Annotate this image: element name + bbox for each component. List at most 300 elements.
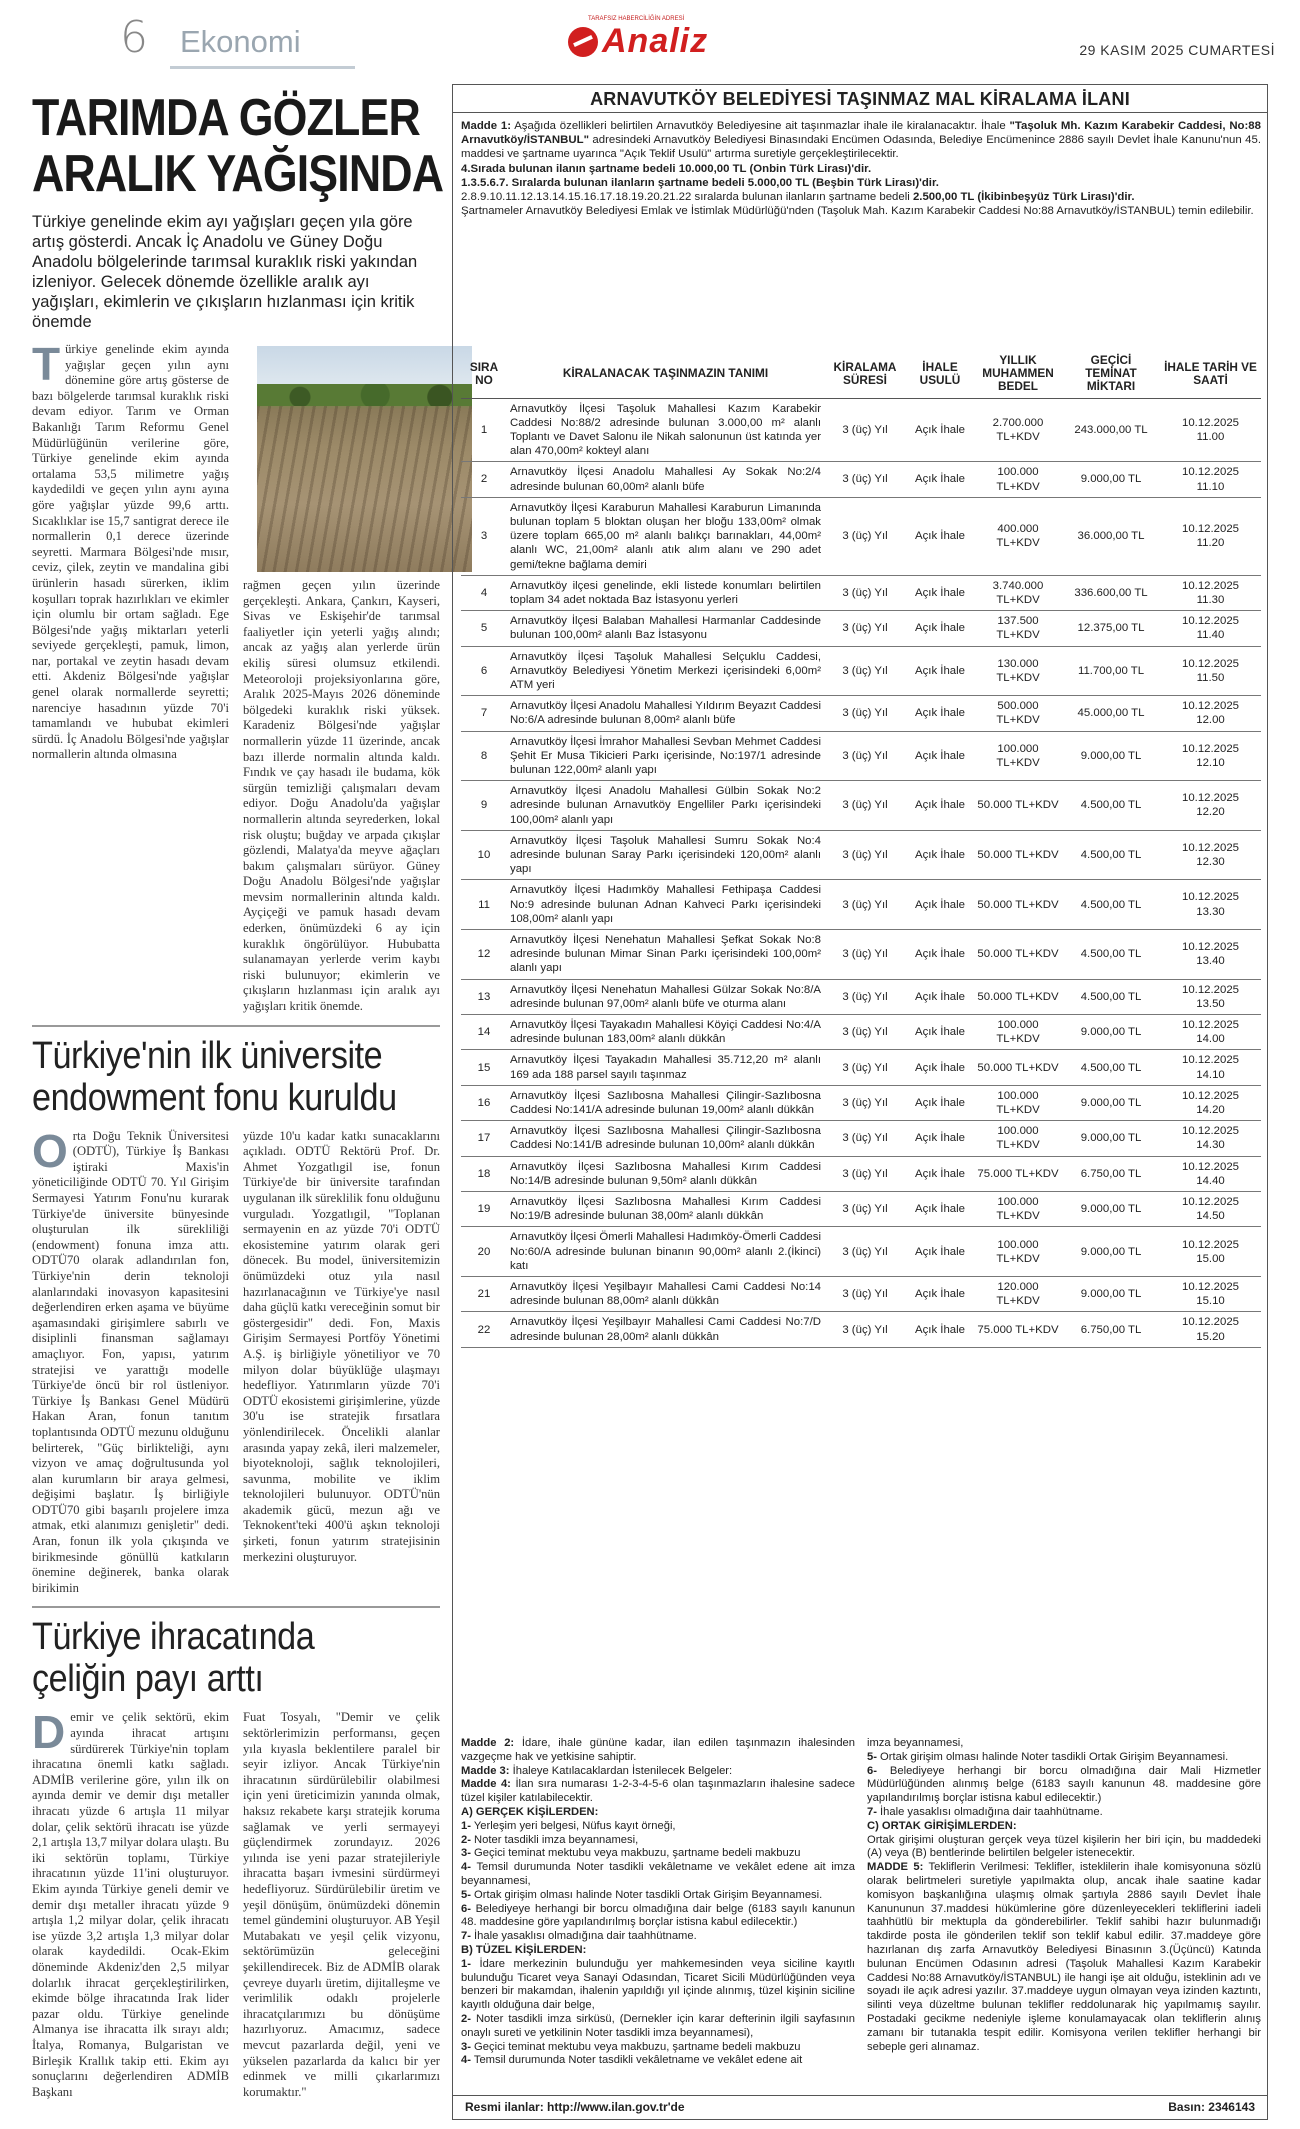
row-description: Arnavutköy İlçesi Yeşilbayır Mahallesi Cami Caddesi No:7/D adresinde bulunan 28,00m² alanlı dükkân xyxy=(507,1312,824,1347)
row-method: Açık İhale xyxy=(906,611,974,646)
row-method: Açık İhale xyxy=(906,1277,974,1312)
row-method: Açık İhale xyxy=(906,575,974,610)
row-date: 10.12.2025 xyxy=(1181,983,1239,996)
footer-text: İhaleye Katılacaklardan İstenilecek Belgeler: xyxy=(509,1764,733,1777)
footer-text: Ortak girişim olması halinde Noter tasdikli Ortak Girişim Beyannamesi. xyxy=(876,1750,1229,1763)
footer-paragraph xyxy=(461,1806,855,1820)
article-divider xyxy=(32,1025,440,1027)
row-deposit: 6.750,00 TL xyxy=(1062,1312,1160,1347)
footer-text: İdare merkezinin bulunduğu yer mahkemesinden veya siciline kayıtlı bulunduğu Ticaret veya Sanayi Odasından, Ticaret Sicili Müdürlüğünden veya benzeri bir makamdan, ihalenin yapıldığı yıl içinde alınmış, tüzel kişinin siciline kayıtlı olduğuna dair belge, xyxy=(461,1957,855,2012)
row-method: Açık İhale xyxy=(906,696,974,731)
row-datetime xyxy=(1160,1015,1261,1050)
article3-col1-text: emir ve çelik sektörü, ekim ayında ihracat artışını sürdürerek Türkiye'nin toplam ihracatına önemli katkı sağladı. ADMİB verilerine göre, yılın ilk on ayında demir ve demir dışı metaller ihracatı yüzde 6 artışla 11 milyar dolar, çelik sektörü ihracatı ise yüzde 2,1 artışla 13,7 milyar dolara ulaştı. Bu iki sektörün toplamı, Türkiye ihracatının yüzde 11'ini oluşturuyor. Ekim ayında Türkiye geneli demir ve demir dışı metaller ihracatı yüzde 9 artışla 1,2 milyar dolar, çelik ihracatı ise yüzde 3,2 artışla 1,3 milyar dolar olarak kaydedildi. Ocak-Ekim döneminde Akdeniz'den 2,5 milyar dolarlık ihracat gerçekleştirilirken, ekimde bölge ihracatında Irak lider pazar oldu. Türkiye genelinde Almanya ise ihracatta ilk sırayı aldı; İtalya, Romanya, Bulgaristan ve Birleşik Krallık takip etti. Ekim ayı sonuçlarını değerlendiren ADMİB Başkanı xyxy=(32,1710,229,2099)
article3-dropcap: D xyxy=(32,1706,66,1759)
row-deposit: 4.500,00 TL xyxy=(1062,1050,1160,1085)
row-date: 10.12.2025 xyxy=(1181,792,1239,805)
row-duration: 3 (üç) Yıl xyxy=(824,1312,906,1347)
row-price: 100.000 TL+KDV xyxy=(974,462,1062,497)
footer-paragraph xyxy=(867,1737,1261,1751)
row-price: 120.000 TL+KDV xyxy=(974,1277,1062,1312)
table-row xyxy=(461,781,1261,831)
table-row xyxy=(461,731,1261,781)
row-datetime xyxy=(1160,696,1261,731)
row-time: 11.50 xyxy=(1196,671,1225,684)
row-description: Arnavutköy İlçesi Nenehatun Mahallesi Şefkat Sokak No:8 adresinde bulunan Mimar Sinan Parkı içerisindeki 100,00m² alanlı yapı xyxy=(507,930,824,980)
row-duration: 3 (üç) Yıl xyxy=(824,611,906,646)
row-price: 50.000 TL+KDV xyxy=(974,781,1062,831)
row-deposit: 9.000,00 TL xyxy=(1062,1192,1160,1227)
row-no: 8 xyxy=(461,731,507,781)
row-no: 5 xyxy=(461,611,507,646)
ad-bottom-bar xyxy=(453,2095,1267,2119)
row-method: Açık İhale xyxy=(906,731,974,781)
col-tarih: İHALE TARİH VE SAATİ xyxy=(1160,350,1261,398)
row-price: 2.700.000 TL+KDV xyxy=(974,398,1062,462)
row-no: 13 xyxy=(461,979,507,1014)
table-row xyxy=(461,462,1261,497)
row-datetime xyxy=(1160,830,1261,880)
row-duration: 3 (üç) Yıl xyxy=(824,731,906,781)
table-row xyxy=(461,1156,1261,1191)
row-description: Arnavutköy İlçesi Karaburun Mahallesi Karaburun Limanında bulunan toplam 5 bloktan oluşan her bloğu 133,00m² olmak üzere toplam 665,00 m² alanlı balıkçı barınakları, 44,00m² alanlı WC, 21,00m² alanlı atık alım alanı ve 290 adet gemi/tekne bağlama demiri xyxy=(507,497,824,575)
row-time: 12.30 xyxy=(1196,856,1225,869)
row-price: 50.000 TL+KDV xyxy=(974,1050,1062,1085)
footer-label: 2- xyxy=(461,2012,471,2025)
row-no: 21 xyxy=(461,1277,507,1312)
fee-line-4: 4.Sırada bulunan ilanın şartname bedeli 10.000,00 TL (Onbin Türk Lirası)'dir. xyxy=(461,162,872,175)
row-time: 12.10 xyxy=(1196,756,1225,769)
row-datetime xyxy=(1160,781,1261,831)
row-no: 16 xyxy=(461,1085,507,1120)
row-no: 20 xyxy=(461,1227,507,1277)
row-datetime xyxy=(1160,1085,1261,1120)
row-deposit: 4.500,00 TL xyxy=(1062,781,1160,831)
left-column xyxy=(32,89,444,2100)
row-duration: 3 (üç) Yıl xyxy=(824,930,906,980)
table-row xyxy=(461,930,1261,980)
footer-paragraph xyxy=(867,1861,1261,2054)
footer-paragraph xyxy=(461,1765,855,1779)
footer-label: 7- xyxy=(867,1805,877,1818)
row-duration: 3 (üç) Yıl xyxy=(824,1156,906,1191)
row-date: 10.12.2025 xyxy=(1181,742,1239,755)
row-description: Arnavutköy İlçesi Balaban Mahallesi Harmanlar Caddesinde bulunan 100,00m² alanlı Baz İstasyonu xyxy=(507,611,824,646)
table-row xyxy=(461,497,1261,575)
article2-title-line1: Türkiye'nin ilk üniversite xyxy=(32,1034,383,1077)
row-date: 10.12.2025 xyxy=(1181,523,1239,536)
footer-paragraph xyxy=(461,1861,855,1889)
madde1-address: "Taşoluk Mh. Kazım Karabekir Caddesi, No:88 Arnavutköy/İSTANBUL" xyxy=(461,120,1261,147)
row-no: 11 xyxy=(461,880,507,930)
row-datetime xyxy=(1160,731,1261,781)
row-duration: 3 (üç) Yıl xyxy=(824,1277,906,1312)
table-row xyxy=(461,1192,1261,1227)
article2-col2-text: yüzde 10'u kadar katkı sunacaklarını açıkladı. ODTÜ Rektörü Prof. Dr. Ahmet Yozgatlıgil ise, fonun Türkiye'de bir üniversite tarafından uygulanan ilk süreklilik fonu olduğunu vurguladı. Yozgatlıgil, "Toplanan sermayenin en az yüzde 70'i ODTÜ ekosistemine yatırım olarak geri dönecek. Bu model, üniversitemizin önümüzdeki otuz yıla nasıl hazırlanacağının ve Türkiye'ye nasıl daha güçlü katkı vereceğinin somut bir göstergesidir" dedi. Fon, Maxis Girişim Sermayesi Portföy Yönetimi A.Ş. iş birliğiyle yönetiliyor ve 70 milyon dolar büyüklüğe ulaşmayı hedefliyor. Yatırımların yüzde 70'i ODTÜ ekosistemi girişimlerine, yüzde 30'u ise stratejik fırsatlara yönlendirilecek. Öncelikli alanlar arasında yapay zekâ, ileri malzemeler, biyoteknoloji, sağlık teknolojileri, savunma, mobilite ve iklim teknolojileri bulunuyor. ODTÜ'nün akademik gücü, mezun ağı ve Teknokent'teki 400'ü aşkın teknoloji şirketi, fonun yatırım stratejisinin merkezini oluşturuyor. xyxy=(243,1128,440,1564)
article3-body xyxy=(32,1706,440,2100)
table-row xyxy=(461,1277,1261,1312)
row-deposit: 4.500,00 TL xyxy=(1062,930,1160,980)
row-deposit: 9.000,00 TL xyxy=(1062,1277,1160,1312)
row-method: Açık İhale xyxy=(906,930,974,980)
row-no: 14 xyxy=(461,1015,507,1050)
row-datetime xyxy=(1160,1121,1261,1156)
row-duration: 3 (üç) Yıl xyxy=(824,1227,906,1277)
footer-paragraph xyxy=(461,1847,855,1861)
sartname-line: Şartnameler Arnavutköy Belediyesi Emlak ve İstimlak Müdürlüğü'nden (Taşoluk Mah. Kazım Karabekir Caddesi No:88 Arnavutköy/İSTANBUL) temin edilebilir. xyxy=(461,205,1254,218)
page-header xyxy=(30,14,1275,66)
row-time: 11.00 xyxy=(1196,430,1225,443)
article1-col2-text: rağmen geçen yılın üzerinde gerçekleşti. Ankara, Çankırı, Kayseri, Sivas ve Eskişehir'de tarımsal faaliyetler için yeterli yağış alındı; ancak az yağış alan yerlerde ürün ekiliş süresi olumsuz etkilendi. Meteoroloji projeksiyonlarına göre, Aralık 2025-Mayıs 2026 döneminde bölgedeki kuraklık riski yüksek. Karadeniz Bölgesi'nde yağışlar normallerin yüzde 11 üzerinde, ancak bazı illerde normalin altında kaldı. Fındık ve çay hasadı ile budama, kök sürgün temizliği çalışmaları devam ediyor. Doğu Anadolu'da yağışlar normallerin altında seyrederken, lokal risk oluştu; buğday ve arpada çıkışlar gözlendi, Malatya'da meyve ağaçları bakım çalışmaları sürüyor. Güney Doğu Anadolu Bölgesi'nde yağışlar mevsim normallerinin altında kaldı. Ayçiçeği ve pamuk hasadı devam ederken, önümüzdeki 6 ay için kuraklık öngörülüyor. Hububatta sulanamayan yerlerde verim kaybı riski bulunuyor; ekimlerin ve çıkışların hızlanması için aralık ayı yağışları kritik önemde. xyxy=(243,578,440,1014)
ad-title: ARNAVUTKÖY BELEDİYESİ TAŞINMAZ MAL KİRALAMA İLANI xyxy=(453,85,1267,113)
footer-text: Tekliflerin Verilmesi: Teklifler, isteklilerin ihale komisyonuna sözlü olarak belirtmeleri suretiyle yapılmakta olup, ancak ihale saatine kadar komisyon başkanlığına ulaşmış olmak şartıyla 2886 sayılı Devlet İhale Kanununun 37.maddesi hükümlerine göre düzenleyecekleri tekliflerini iadeli taahhütlü bir mektupla da gönderebilirler. Teklif sahibi hazır bulunmadığı takdirde posta ile gönderilen teklif son teklif kabul edilir. 37.maddeye göre hazırlanan dış zarfa Arnavutköy Belediyesi Binasının 3.(Üçüncü) Katında bulunan Encümen Odasının adresi (Taşoluk Mahallesi Kazım Karabekir Caddesi No:88 Arnavutköy/İSTANBUL) ile hangi işe ait olduğu, isteklinin adı ve soyadı ile açık adresi yazılır. 37.maddeye uygun olmayan veya izinden kaztıntı, silinti veya düzeltme bulunan teklifler reddolunarak hiç yapılmamış sayılır. Postadaki gecikme nedeniyle işleme konulamayacak olan tekliflerin alınış zamanı bir tutanakla tespit edilir. Komisyona verilen teklifler herhangi bir sebeple geri alınamaz. xyxy=(867,1861,1261,2053)
footer-paragraph xyxy=(461,1944,855,1958)
lease-table xyxy=(461,350,1261,1348)
footer-paragraph xyxy=(461,2013,855,2041)
row-duration: 3 (üç) Yıl xyxy=(824,830,906,880)
row-description: Arnavutköy İlçesi Sazlıbosna Mahallesi Çilingir-Sazlıbosna Caddesi No:141/A adresinde bulunan 19,00m² alanlı dükkân xyxy=(507,1085,824,1120)
row-method: Açık İhale xyxy=(906,646,974,696)
row-datetime xyxy=(1160,1156,1261,1191)
footer-label: 4- xyxy=(461,2054,471,2067)
footer-text: İhale yasaklısı olmadığına dair taahhütname. xyxy=(876,1805,1103,1818)
row-duration: 3 (üç) Yıl xyxy=(824,880,906,930)
row-no: 17 xyxy=(461,1121,507,1156)
article2-title-line2: endowment fonu kuruldu xyxy=(32,1076,397,1119)
row-date: 10.12.2025 xyxy=(1181,1054,1239,1067)
article1-body xyxy=(32,338,440,1015)
basin-number: Basın: 2346143 xyxy=(1168,2100,1255,2114)
table-row xyxy=(461,1121,1261,1156)
row-deposit: 9.000,00 TL xyxy=(1062,731,1160,781)
row-description: Arnavutköy İlçesi Anadolu Mahallesi Gülbin Sokak No:2 adresinde bulunan Arnavutköy Engelliler Parkı içerisindeki 100,00m² alanlı yapı xyxy=(507,781,824,831)
row-price: 50.000 TL+KDV xyxy=(974,880,1062,930)
row-method: Açık İhale xyxy=(906,781,974,831)
row-date: 10.12.2025 xyxy=(1181,657,1239,670)
footer-text: İhale yasaklısı olmadığına dair taahhütname. xyxy=(470,1930,697,1943)
row-duration: 3 (üç) Yıl xyxy=(824,781,906,831)
table-row xyxy=(461,1227,1261,1277)
article1-lead: Türkiye genelinde ekim ayı yağışları geçen yıla göre artış gösterdi. Ancak İç Anadolu ve Güney Doğu Anadolu bölgelerinde tarımsal kuraklık riski yakından izleniyor. Gelecek dönemde özellikle aralık ayı yağışları, ekimlerin ve çıkışların hızlanması için kritik önemde xyxy=(32,213,418,331)
row-date: 10.12.2025 xyxy=(1181,1019,1239,1032)
logo-mark-icon xyxy=(568,27,598,57)
article1-col1-text: ürkiye genelinde ekim ayında yağışlar geçen yılın aynı dönemine göre artış gösterse de bazı bölgelerde tarımsal kuraklık riski devam ediyor. Tarım ve Orman Bakanlığı Tarım Reformu Genel Müdürlüğünün verilerine göre, Türkiye genelinde ekim ayında ortalama 53,5 milimetre yağış kaydedildi ve geçen yılın aynı ayına göre yağışlar yüzde 99,6 arttı. Sıcaklıklar ise 15,7 santigrat derece ile normallerin 0,1 derece üzerinde seyretti. Marmara Bölgesi'nde mısır, ceviz, çilek, zeytin ve mandalina gibi ürünlerin hasadı sürerken, iklim koşulları toprak hazırlıkları ve ekimler için olumlu bir ortam sağladı. Ege Bölgesi'nde yağış miktarları yeterli seviyede gerçekleşti, pamuk, limon, nar, portakal ve zeytin hasadı devam etti. Akdeniz Bölgesi'nde yağışlar genel olarak normallerde seyretti; narenciye hasadının yüzde 70'i tamamlandı ve hububat ekimleri sürdü. İç Anadolu Bölgesi'nde yağışlar normallerin altında olmasına xyxy=(32,342,229,762)
table-row xyxy=(461,696,1261,731)
footer-paragraph xyxy=(461,1889,855,1903)
footer-text: İlan sıra numarası 1-2-3-4-5-6 olan taşınmazların ihalesine sadece tüzel kişiler katılabilecektir. xyxy=(461,1778,855,1805)
article-divider xyxy=(32,1606,440,1608)
row-method: Açık İhale xyxy=(906,1015,974,1050)
footer-col-left xyxy=(461,1737,855,2068)
row-price: 100.000 TL+KDV xyxy=(974,1015,1062,1050)
footer-text: Noter tasdikli imza beyannamesi, xyxy=(470,1833,639,1846)
table-row xyxy=(461,979,1261,1014)
row-time: 15.20 xyxy=(1196,1330,1225,1343)
row-deposit: 9.000,00 TL xyxy=(1062,1227,1160,1277)
row-no: 12 xyxy=(461,930,507,980)
footer-paragraph xyxy=(461,1958,855,2013)
footer-text: İdare, ihale gününe kadar, ilan edilen taşınmazın ihalesinden vazgeçme hak ve yetkisine sahiptir. xyxy=(461,1737,855,1763)
ilan-url: Resmi ilanlar: http://www.ilan.gov.tr'de xyxy=(465,2100,685,2114)
official-ad xyxy=(452,84,1268,2120)
article2-col2 xyxy=(243,1129,440,1597)
row-time: 13.40 xyxy=(1196,955,1225,968)
footer-text: Belediyeye herhangi bir borcu olmadığına dair belge (6183 sayılı kanunun 48. maddesine göre yapılandırılmış borçlar istisna kabul edilecektir.) xyxy=(461,1902,855,1929)
article1-col2 xyxy=(243,342,440,1015)
madde1-text: Aşağıda özellikleri belirtilen Arnavutköy Belediyesine ait taşınmazlar ihale ile kiralanacaktır. İhale xyxy=(514,120,1006,132)
article3-col2 xyxy=(243,1710,440,2100)
row-datetime xyxy=(1160,930,1261,980)
footer-paragraph xyxy=(867,1834,1261,1862)
article3-title-line1: Türkiye ihracatında xyxy=(32,1616,315,1659)
row-price: 100.000 TL+KDV xyxy=(974,1085,1062,1120)
row-time: 14.40 xyxy=(1196,1174,1225,1187)
row-no: 22 xyxy=(461,1312,507,1347)
col-sira-no: SIRA NO xyxy=(461,350,507,398)
footer-label: 3- xyxy=(461,2040,471,2053)
footer-paragraph xyxy=(461,1834,855,1848)
row-datetime xyxy=(1160,1192,1261,1227)
row-deposit: 9.000,00 TL xyxy=(1062,462,1160,497)
footer-text: Ortak girişim olması halinde Noter tasdikli Ortak Girişim Beyannamesi. xyxy=(470,1888,823,1901)
footer-text: Geçici teminat mektubu veya makbuzu, şartname bedeli makbuzu xyxy=(470,2040,801,2053)
row-duration: 3 (üç) Yıl xyxy=(824,1121,906,1156)
row-date: 10.12.2025 xyxy=(1181,1196,1239,1209)
footer-label: 5- xyxy=(461,1888,471,1901)
row-datetime xyxy=(1160,1312,1261,1347)
tree-line xyxy=(257,384,472,406)
article1-title-line1: TARIMDA GÖZLER xyxy=(32,89,420,147)
row-time: 13.50 xyxy=(1196,997,1225,1010)
col-bedel: YILLIK MUHAMMEN BEDEL xyxy=(974,350,1062,398)
row-duration: 3 (üç) Yıl xyxy=(824,497,906,575)
row-price: 75.000 TL+KDV xyxy=(974,1312,1062,1347)
row-deposit: 6.750,00 TL xyxy=(1062,1156,1160,1191)
footer-label: MADDE 5: xyxy=(867,1861,924,1874)
row-duration: 3 (üç) Yıl xyxy=(824,646,906,696)
footer-paragraph xyxy=(461,1778,855,1806)
footer-text: Belediyeye herhangi bir borcu olmadığına dair Mali Hizmetler Müdürlüğünden alınmış belge (6183 sayılı kanunun 48. maddesine göre yapılandırılmış borçlar istisna kabul edilecektir.) xyxy=(867,1764,1261,1805)
row-description: Arnavutköy İlçesi Anadolu Mahallesi Yıldırım Beyazıt Caddesi No:6/A adresinde bulunan 8,00m² alanlı büfe xyxy=(507,696,824,731)
row-time: 15.00 xyxy=(1196,1252,1225,1265)
col-tanim: KİRALANACAK TAŞINMAZIN TANIMI xyxy=(507,350,824,398)
row-time: 12.00 xyxy=(1196,714,1225,727)
row-date: 10.12.2025 xyxy=(1181,579,1239,592)
row-duration: 3 (üç) Yıl xyxy=(824,1015,906,1050)
row-date: 10.12.2025 xyxy=(1181,841,1239,854)
row-duration: 3 (üç) Yıl xyxy=(824,979,906,1014)
row-method: Açık İhale xyxy=(906,1192,974,1227)
row-time: 11.40 xyxy=(1196,629,1225,642)
row-price: 137.500 TL+KDV xyxy=(974,611,1062,646)
row-method: Açık İhale xyxy=(906,497,974,575)
footer-label: 3- xyxy=(461,1847,471,1860)
row-no: 3 xyxy=(461,497,507,575)
footer-paragraph xyxy=(867,1820,1261,1834)
footer-label: A) GERÇEK KİŞİLERDEN: xyxy=(461,1805,599,1818)
fee-line-rest-amount: 2.500,00 TL (İkibinbeşyüz Türk Lirası)'dir. xyxy=(912,191,1135,204)
row-no: 4 xyxy=(461,575,507,610)
col-teminat: GEÇİCİ TEMİNAT MİKTARI xyxy=(1062,350,1160,398)
table-row xyxy=(461,398,1261,462)
row-no: 6 xyxy=(461,646,507,696)
row-datetime xyxy=(1160,646,1261,696)
footer-text: Geçici teminat mektubu veya makbuzu, şartname bedeli makbuzu xyxy=(470,1847,801,1860)
footer-paragraph xyxy=(867,1765,1261,1806)
footer-label: 7- xyxy=(461,1930,471,1943)
row-duration: 3 (üç) Yıl xyxy=(824,398,906,462)
row-description: Arnavutköy İlçesi Yeşilbayır Mahallesi Cami Caddesi No:14 adresinde bulunan 88,00m² alanlı dükkân xyxy=(507,1277,824,1312)
row-no: 9 xyxy=(461,781,507,831)
footer-paragraph xyxy=(867,1751,1261,1765)
row-description: Arnavutköy İlçesi Taşoluk Mahallesi Sumru Sokak No:4 adresinde bulunan Saray Parkı içerisindeki 120,00m² alanlı yapı xyxy=(507,830,824,880)
row-time: 14.50 xyxy=(1196,1210,1225,1223)
table-row xyxy=(461,1312,1261,1347)
row-duration: 3 (üç) Yıl xyxy=(824,462,906,497)
footer-label: B) TÜZEL KİŞİLERDEN: xyxy=(461,1943,587,1956)
row-description: Arnavutköy İlçesi Anadolu Mahallesi Ay Sokak No:2/4 adresinde bulunan 60,00m² alanlı büfe xyxy=(507,462,824,497)
row-deposit: 12.375,00 TL xyxy=(1062,611,1160,646)
row-datetime xyxy=(1160,1277,1261,1312)
logo-name: Analiz xyxy=(602,22,709,60)
row-method: Açık İhale xyxy=(906,1156,974,1191)
row-description: Arnavutköy ilçesi genelinde, ekli listede konumları belirtilen toplam 34 adet noktada Baz İstasyonu yerleri xyxy=(507,575,824,610)
table-row xyxy=(461,830,1261,880)
col-usul: İHALE USULÜ xyxy=(906,350,974,398)
row-time: 14.10 xyxy=(1196,1068,1225,1081)
footer-paragraph xyxy=(461,2041,855,2055)
row-price: 50.000 TL+KDV xyxy=(974,930,1062,980)
row-description: Arnavutköy İlçesi İmrahor Mahallesi Sevban Mehmet Caddesi Şehit Er Musa Tikicieri Parkı içerisinde, No:197/1 adresinde bulunan 122,00m² alanlı yapı xyxy=(507,731,824,781)
row-method: Açık İhale xyxy=(906,880,974,930)
table-row xyxy=(461,1085,1261,1120)
footer-label: 1- xyxy=(461,1957,471,1970)
table-row xyxy=(461,646,1261,696)
newspaper-logo xyxy=(568,16,708,61)
row-time: 14.00 xyxy=(1196,1033,1225,1046)
row-time: 14.20 xyxy=(1196,1104,1225,1117)
article2-col1 xyxy=(32,1124,229,1597)
footer-text: Yerleşim yeri belgesi, Nüfus kayıt örneği, xyxy=(470,1819,676,1832)
row-deposit: 4.500,00 TL xyxy=(1062,880,1160,930)
madde1-label: Madde 1: xyxy=(461,120,512,132)
row-description: Arnavutköy İlçesi Sazlıbosna Mahallesi Kırım Caddesi No:14/B adresinde bulunan 9,50m² alanlı dükkân xyxy=(507,1156,824,1191)
article1-title-line2: ARALIK YAĞIŞINDA xyxy=(32,145,444,203)
row-time: 15.10 xyxy=(1196,1295,1225,1308)
row-deposit: 4.500,00 TL xyxy=(1062,830,1160,880)
row-date: 10.12.2025 xyxy=(1181,891,1239,904)
footer-paragraph xyxy=(461,2054,855,2068)
row-date: 10.12.2025 xyxy=(1181,1089,1239,1102)
row-no: 2 xyxy=(461,462,507,497)
row-no: 7 xyxy=(461,696,507,731)
table-row xyxy=(461,611,1261,646)
row-date: 10.12.2025 xyxy=(1181,615,1239,628)
row-deposit: 36.000,00 TL xyxy=(1062,497,1160,575)
section-title: Ekonomi xyxy=(180,24,301,59)
row-price: 50.000 TL+KDV xyxy=(974,830,1062,880)
row-description: Arnavutköy İlçesi Hadımköy Mahallesi Fethipaşa Caddesi No:9 adresinde bulunan Adnan Kahveci Parkı içerisindeki 108,00m² alanlı yapı xyxy=(507,880,824,930)
row-date: 10.12.2025 xyxy=(1181,700,1239,713)
row-no: 19 xyxy=(461,1192,507,1227)
row-datetime xyxy=(1160,1227,1261,1277)
article3-title-line2: çeliğin payı arttı xyxy=(32,1658,264,1701)
row-method: Açık İhale xyxy=(906,1085,974,1120)
row-price: 100.000 TL+KDV xyxy=(974,731,1062,781)
article3-col2-text: Fuat Tosyalı, "Demir ve çelik sektörlerimizin performansı, geçen yıla kıyasla beklentilere paralel bir seyir izliyor. Ancak Türkiye'nin ihracatının sürdürülebilir olabilmesi için yeni üreticimizin yanında olmak, haksız rekabete karşı stratejik koruma sağlamak ve yerli sermayeyi güçlendirmek zorundayız. 2026 yılında ise yeni pazar stratejileriyle ihracatta başarı ivmesini sürdürmeyi hedefliyoruz. Sürdürülebilir üretim ve yeşil dönüşüm, önümüzdeki dönemin temel gündemini oluşturuyor. AB Yeşil Mutabakatı ve yeşil çelik vizyonu, sektörümüzün geleceğini şekillendirecek. Biz de ADMİB olarak çevreye duyarlı üretim, dijitalleşme ve verimlilik odaklı projelerle ihracatçılarımızı bu dönüşüme hazırlıyoruz. Amacımız, sadece mevcut pazarlarda değil, yeni ve yükselen pazarlarda da kalıcı bir yer edinmek ve milli çıkarlarımızı korumaktır." xyxy=(243,1710,440,2099)
row-description: Arnavutköy İlçesi Sazlıbosna Mahallesi Kırım Caddesi No:19/B adresinde bulunan 38,00m² alanlı dükkân xyxy=(507,1192,824,1227)
madde1-text-b: adresindeki Arnavutköy Belediyesi Binasındaki Encümen Odasında, Belediye Encümenince 2886 sayılı Devlet İhale Kanunu'nun 45. maddesi ve şartname uyarınca "Açık Teklif Usulü" artırma suretiyle gerçekleştirilecektir. xyxy=(461,134,1261,161)
page-number: 6 xyxy=(120,12,148,63)
row-time: 11.10 xyxy=(1196,480,1225,493)
row-deposit: 11.700,00 TL xyxy=(1062,646,1160,696)
row-price: 100.000 TL+KDV xyxy=(974,1192,1062,1227)
logo-word xyxy=(568,22,708,61)
footer-text: imza beyannamesi, xyxy=(867,1737,964,1749)
row-time: 11.30 xyxy=(1196,593,1225,606)
row-no: 15 xyxy=(461,1050,507,1085)
row-datetime xyxy=(1160,497,1261,575)
row-time: 13.30 xyxy=(1196,905,1225,918)
row-datetime xyxy=(1160,880,1261,930)
row-date: 10.12.2025 xyxy=(1181,1160,1239,1173)
row-deposit: 45.000,00 TL xyxy=(1062,696,1160,731)
row-price: 100.000 TL+KDV xyxy=(974,1121,1062,1156)
article2-dropcap: O xyxy=(32,1124,68,1177)
table-body xyxy=(461,398,1261,1347)
row-datetime xyxy=(1160,462,1261,497)
row-time: 12.20 xyxy=(1196,806,1225,819)
row-time: 11.20 xyxy=(1196,537,1225,550)
row-description: Arnavutköy İlçesi Nenehatun Mahallesi Gülzar Sokak No:8/A adresinde bulunan 97,00m² alanlı büfe ve oturma alanı xyxy=(507,979,824,1014)
table-header-row xyxy=(461,350,1261,398)
row-datetime xyxy=(1160,1050,1261,1085)
row-no: 10 xyxy=(461,830,507,880)
footer-label: Madde 4: xyxy=(461,1778,511,1791)
row-deposit: 9.000,00 TL xyxy=(1062,1121,1160,1156)
row-deposit: 9.000,00 TL xyxy=(1062,1085,1160,1120)
row-description: Arnavutköy İlçesi Tayakadın Mahallesi 35.712,20 m² alanlı 169 ada 188 parsel sayılı taşınmaz xyxy=(507,1050,824,1085)
row-price: 75.000 TL+KDV xyxy=(974,1156,1062,1191)
row-description: Arnavutköy İlçesi Taşoluk Mahallesi Selçuklu Caddesi, Arnavutköy Belediyesi Yönetim Merkezi içerisindeki 6,00m² ATM yeri xyxy=(507,646,824,696)
row-price: 500.000 TL+KDV xyxy=(974,696,1062,731)
plowed-field xyxy=(257,406,472,572)
row-deposit: 4.500,00 TL xyxy=(1062,979,1160,1014)
footer-label: 4- xyxy=(461,1861,471,1874)
row-no: 1 xyxy=(461,398,507,462)
row-method: Açık İhale xyxy=(906,398,974,462)
footer-label: Madde 2: xyxy=(461,1737,515,1749)
article1-dropcap: T xyxy=(32,338,61,390)
footer-label: C) ORTAK GİRİŞİMLERDEN: xyxy=(867,1819,1017,1832)
footer-paragraph xyxy=(461,1737,855,1765)
row-date: 10.12.2025 xyxy=(1181,1125,1239,1138)
row-price: 50.000 TL+KDV xyxy=(974,979,1062,1014)
row-date: 10.12.2025 xyxy=(1181,1281,1239,1294)
section-underline xyxy=(170,66,355,69)
table-row xyxy=(461,1050,1261,1085)
row-method: Açık İhale xyxy=(906,462,974,497)
row-description: Arnavutköy İlçesi Sazlıbosna Mahallesi Çilingir-Sazlıbosna Caddesi No:141/B adresinde bulunan 10,00m² alanlı dükkân xyxy=(507,1121,824,1156)
row-description: Arnavutköy İlçesi Tayakadın Mahallesi Köyiçi Caddesi No:4/A adresinde bulunan 183,00m² alanlı dükkân xyxy=(507,1015,824,1050)
footer-label: 1- xyxy=(461,1819,471,1832)
issue-date: 29 KASIM 2025 CUMARTESİ xyxy=(1079,42,1275,58)
row-method: Açık İhale xyxy=(906,1121,974,1156)
footer-paragraph xyxy=(867,1806,1261,1820)
row-datetime xyxy=(1160,575,1261,610)
row-method: Açık İhale xyxy=(906,1312,974,1347)
row-date: 10.12.2025 xyxy=(1181,941,1239,954)
row-deposit: 243.000,00 TL xyxy=(1062,398,1160,462)
